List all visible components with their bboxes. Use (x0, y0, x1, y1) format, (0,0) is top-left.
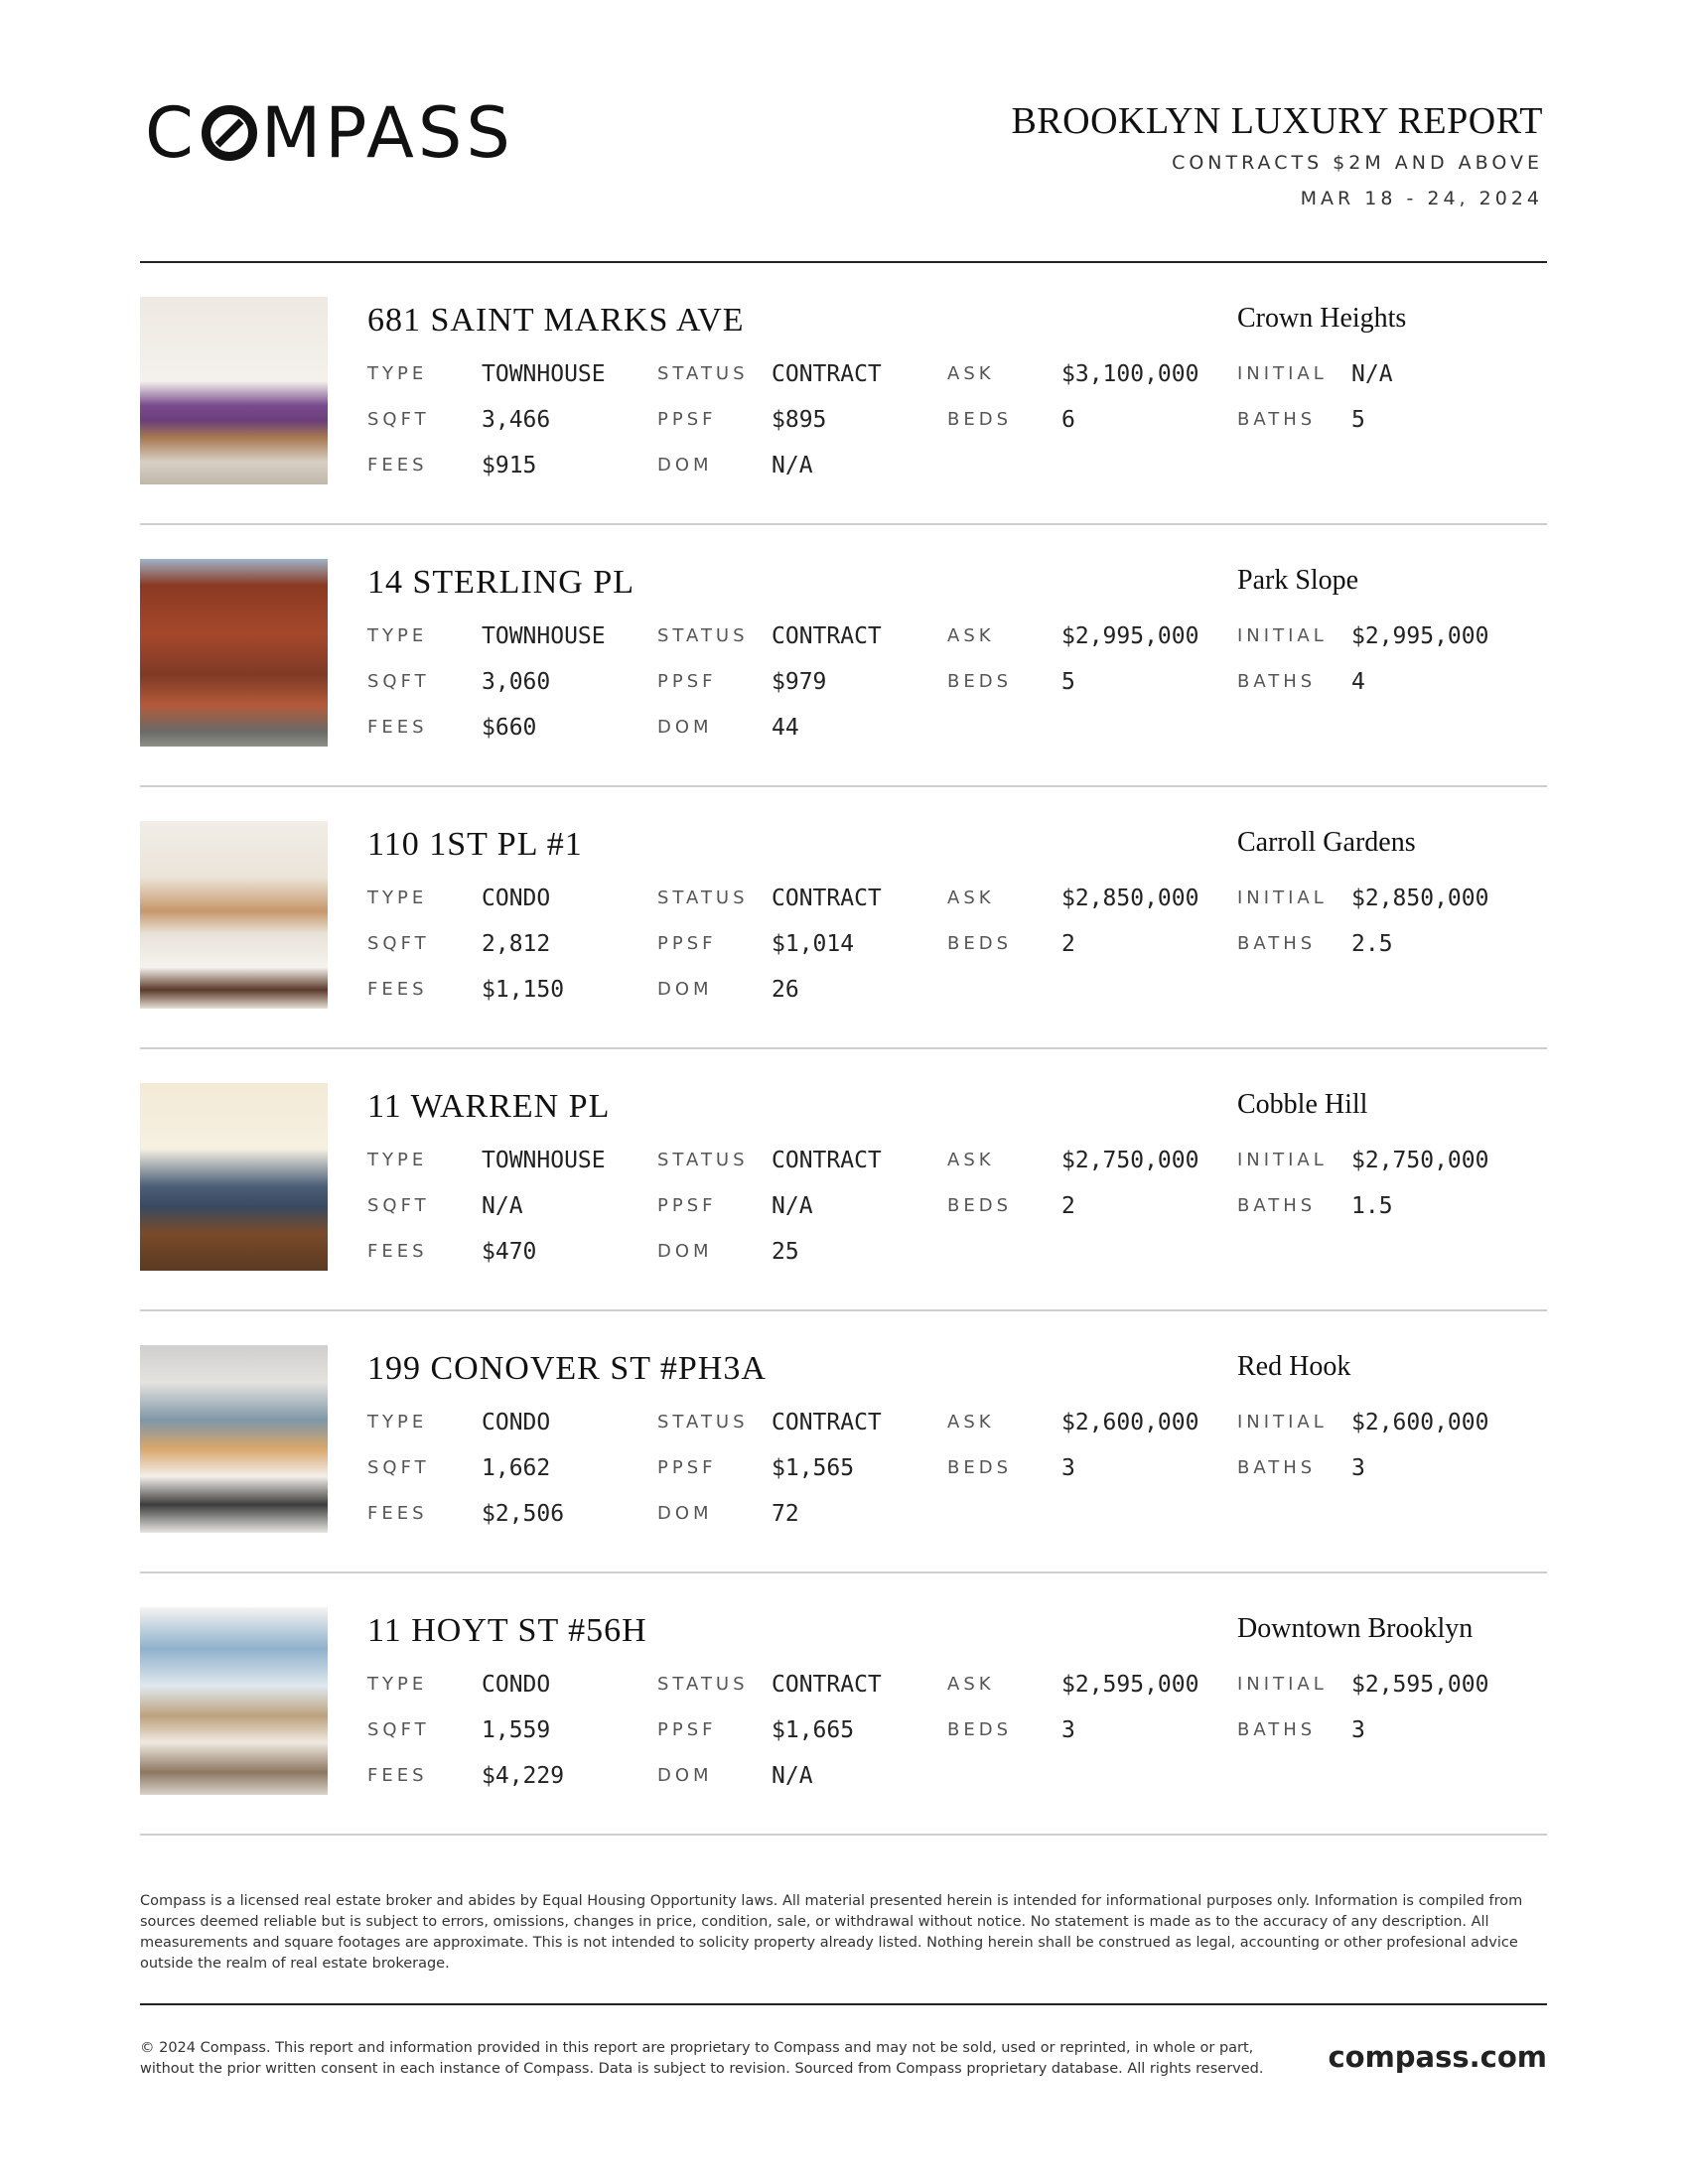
baths-value: 1.5 (1351, 1193, 1393, 1219)
baths-label: BATHS (1237, 1719, 1317, 1740)
beds-label: BEDS (947, 1195, 1013, 1216)
listing-row-2 (140, 525, 1547, 787)
dom-label: DOM (657, 1765, 713, 1786)
ppsf-value: $895 (772, 407, 827, 433)
sqft-value: 1,559 (482, 1717, 551, 1743)
ppsf-value: $979 (772, 669, 827, 695)
ask-value: $3,100,000 (1061, 361, 1199, 387)
compass-o-icon (202, 105, 257, 161)
listing-row-5 (140, 1311, 1547, 1573)
sqft-label: SQFT (367, 1457, 430, 1478)
status-label: STATUS (657, 1674, 749, 1695)
ask-label: ASK (947, 363, 995, 384)
baths-value: 2.5 (1351, 931, 1393, 957)
sqft-value: 2,812 (482, 931, 551, 957)
ppsf-label: PPSF (657, 1195, 717, 1216)
ask-value: $2,995,000 (1061, 623, 1199, 649)
fees-value: $915 (482, 453, 537, 478)
report-heading (1011, 97, 1543, 216)
listing-neighborhood: Downtown Brooklyn (1237, 1613, 1474, 1644)
ppsf-label: PPSF (657, 409, 717, 430)
type-value: TOWNHOUSE (482, 361, 606, 387)
listing-address[interactable]: 14 STERLING PL (367, 564, 634, 601)
dom-value: 72 (772, 1501, 799, 1527)
beds-value: 3 (1061, 1455, 1075, 1481)
ask-label: ASK (947, 887, 995, 908)
type-label: TYPE (367, 363, 428, 384)
sqft-label: SQFT (367, 1195, 430, 1216)
type-label: TYPE (367, 887, 428, 908)
baths-label: BATHS (1237, 671, 1317, 692)
property-photo[interactable] (140, 1345, 328, 1533)
report-subtitle: CONTRACTS $2M AND ABOVE (1172, 152, 1543, 174)
report-date-range: MAR 18 - 24, 2024 (1300, 188, 1543, 209)
type-value: TOWNHOUSE (482, 1148, 606, 1173)
sqft-value: 1,662 (482, 1455, 551, 1481)
status-label: STATUS (657, 625, 749, 646)
sqft-label: SQFT (367, 1719, 430, 1740)
baths-value: 3 (1351, 1455, 1365, 1481)
sqft-label: SQFT (367, 671, 430, 692)
status-value: CONTRACT (772, 1410, 882, 1435)
dom-label: DOM (657, 979, 713, 1000)
initial-label: INITIAL (1237, 363, 1328, 384)
copyright-text: © 2024 Compass. This report and information provided in this report are proprietary to Compass and may not be sold, used or reprinted, in whole or part, without the prior written consent in each instance of Compass. Data is subject to revision. Sourced from Compass proprietary database. All rights reserved. (140, 2040, 1264, 2077)
ppsf-value: $1,665 (772, 1717, 855, 1743)
disclaimer-text: Compass is a licensed real estate broker and abides by Equal Housing Opportunity laws. All material presented herein is intended for informational purposes only. Information is compiled from sources deemed reliable but is subject to errors, omissions, changes in price, condition, sale, or withdrawal without notice. No statement is made as to the accuracy of any description. All measurements and square footages are approximate. This is not intended to solicity property already listed. Nothing herein shall be construed as legal, accounting or other profesional advice outside the realm of real estate brokerage. (140, 1893, 1523, 1972)
status-label: STATUS (657, 1150, 749, 1170)
initial-label: INITIAL (1237, 1150, 1328, 1170)
footer-divider (140, 2003, 1547, 2005)
listing-row-4 (140, 1049, 1547, 1311)
initial-label: INITIAL (1237, 1412, 1328, 1433)
initial-label: INITIAL (1237, 887, 1328, 908)
beds-value: 3 (1061, 1717, 1075, 1743)
dom-label: DOM (657, 1503, 713, 1524)
property-photo[interactable] (140, 1083, 328, 1271)
listing-row-3 (140, 787, 1547, 1049)
beds-label: BEDS (947, 1457, 1013, 1478)
listing-neighborhood: Park Slope (1237, 565, 1359, 596)
initial-value: $2,995,000 (1351, 623, 1489, 649)
fees-label: FEES (367, 1765, 428, 1786)
fees-label: FEES (367, 717, 428, 738)
ppsf-label: PPSF (657, 933, 717, 954)
initial-value: $2,850,000 (1351, 886, 1489, 911)
listing-neighborhood: Crown Heights (1237, 303, 1407, 334)
listing-neighborhood: Red Hook (1237, 1351, 1351, 1382)
listing-neighborhood: Carroll Gardens (1237, 827, 1416, 858)
type-label: TYPE (367, 1150, 428, 1170)
logo-wordmark: C MPASS (145, 92, 514, 174)
ask-label: ASK (947, 1412, 995, 1433)
listing-address[interactable]: 11 WARREN PL (367, 1088, 611, 1125)
sqft-label: SQFT (367, 933, 430, 954)
beds-label: BEDS (947, 409, 1013, 430)
baths-value: 5 (1351, 407, 1365, 433)
status-label: STATUS (657, 363, 749, 384)
ask-value: $2,600,000 (1061, 1410, 1199, 1435)
listing-address[interactable]: 11 HOYT ST #56H (367, 1612, 647, 1649)
site-link[interactable]: compass.com (1328, 2040, 1547, 2074)
listing-row-6 (140, 1573, 1547, 1836)
initial-value: N/A (1351, 361, 1393, 387)
listing-divider (140, 1834, 1547, 1836)
status-value: CONTRACT (772, 623, 882, 649)
type-value: CONDO (482, 1410, 551, 1435)
ask-label: ASK (947, 1150, 995, 1170)
beds-value: 6 (1061, 407, 1075, 433)
ask-value: $2,750,000 (1061, 1148, 1199, 1173)
baths-value: 4 (1351, 669, 1365, 695)
beds-label: BEDS (947, 671, 1013, 692)
type-value: CONDO (482, 1672, 551, 1698)
beds-value: 2 (1061, 1193, 1075, 1219)
sqft-label: SQFT (367, 409, 430, 430)
dom-value: 25 (772, 1239, 799, 1265)
status-value: CONTRACT (772, 886, 882, 911)
dom-label: DOM (657, 1241, 713, 1262)
listing-address[interactable]: 681 SAINT MARKS AVE (367, 302, 745, 339)
fees-value: $2,506 (482, 1501, 565, 1527)
beds-value: 2 (1061, 931, 1075, 957)
type-value: TOWNHOUSE (482, 623, 606, 649)
property-photo[interactable] (140, 297, 328, 484)
dom-value: 26 (772, 977, 799, 1003)
ask-value: $2,595,000 (1061, 1672, 1199, 1698)
baths-label: BATHS (1237, 933, 1317, 954)
property-photo[interactable] (140, 559, 328, 747)
ask-label: ASK (947, 1674, 995, 1695)
listing-row-1 (140, 263, 1547, 525)
dom-label: DOM (657, 717, 713, 738)
ppsf-value: $1,565 (772, 1455, 855, 1481)
baths-label: BATHS (1237, 1457, 1317, 1478)
type-label: TYPE (367, 1412, 428, 1433)
fees-label: FEES (367, 1503, 428, 1524)
listing-address[interactable]: 110 1ST PL #1 (367, 826, 583, 863)
ppsf-value: $1,014 (772, 931, 855, 957)
beds-label: BEDS (947, 933, 1013, 954)
sqft-value: 3,466 (482, 407, 551, 433)
dom-value: 44 (772, 715, 799, 741)
initial-value: $2,600,000 (1351, 1410, 1489, 1435)
type-label: TYPE (367, 1674, 428, 1695)
status-value: CONTRACT (772, 1148, 882, 1173)
dom-value: N/A (772, 453, 813, 478)
dom-value: N/A (772, 1763, 813, 1789)
listing-address[interactable]: 199 CONOVER ST #PH3A (367, 1350, 767, 1387)
initial-value: $2,750,000 (1351, 1148, 1489, 1173)
dom-label: DOM (657, 455, 713, 476)
baths-label: BATHS (1237, 1195, 1317, 1216)
status-value: CONTRACT (772, 361, 882, 387)
compass-logo (145, 92, 514, 174)
fees-label: FEES (367, 455, 428, 476)
ppsf-label: PPSF (657, 671, 717, 692)
fees-value: $660 (482, 715, 537, 741)
initial-label: INITIAL (1237, 1674, 1328, 1695)
ppsf-label: PPSF (657, 1719, 717, 1740)
fees-label: FEES (367, 979, 428, 1000)
ppsf-value: N/A (772, 1193, 813, 1219)
property-photo[interactable] (140, 1607, 328, 1795)
type-value: CONDO (482, 886, 551, 911)
status-label: STATUS (657, 887, 749, 908)
type-label: TYPE (367, 625, 428, 646)
baths-label: BATHS (1237, 409, 1317, 430)
ppsf-label: PPSF (657, 1457, 717, 1478)
beds-label: BEDS (947, 1719, 1013, 1740)
baths-value: 3 (1351, 1717, 1365, 1743)
fees-value: $1,150 (482, 977, 565, 1003)
ask-label: ASK (947, 625, 995, 646)
fees-value: $4,229 (482, 1763, 565, 1789)
report-title: BROOKLYN LUXURY REPORT (1011, 100, 1543, 142)
listing-neighborhood: Cobble Hill (1237, 1089, 1368, 1120)
sqft-value: 3,060 (482, 669, 551, 695)
sqft-value: N/A (482, 1193, 523, 1219)
status-value: CONTRACT (772, 1672, 882, 1698)
initial-label: INITIAL (1237, 625, 1328, 646)
beds-value: 5 (1061, 669, 1075, 695)
status-label: STATUS (657, 1412, 749, 1433)
initial-value: $2,595,000 (1351, 1672, 1489, 1698)
fees-label: FEES (367, 1241, 428, 1262)
property-photo[interactable] (140, 821, 328, 1009)
ask-value: $2,850,000 (1061, 886, 1199, 911)
fees-value: $470 (482, 1239, 537, 1265)
